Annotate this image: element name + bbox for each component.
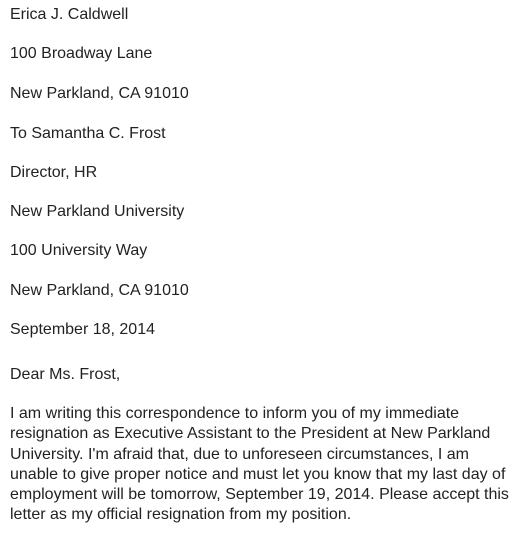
body-line: resignation as Executive Assistant to the President at New Parkland	[10, 425, 491, 443]
recipient-address: 100 University Way	[10, 242, 148, 259]
body-line: unable to give proper notice and must let you know that my last day of	[10, 465, 506, 483]
recipient-city: New Parkland, CA 91010	[10, 282, 189, 299]
body-line: employment will be tomorrow, September 19, 2014. Please accept this	[10, 486, 509, 504]
salutation: Dear Ms. Frost,	[10, 366, 121, 383]
body-line: letter as my official resignation from my position.	[10, 506, 352, 524]
body-line: University. I'm afraid that, due to unforeseen circumstances, I am	[10, 445, 469, 463]
letter-date: September 18, 2014	[10, 321, 155, 338]
body-paragraph	[10, 404, 515, 526]
sender-city: New Parkland, CA 91010	[10, 85, 189, 102]
sender-address: 100 Broadway Lane	[10, 45, 153, 62]
recipient-organization: New Parkland University	[10, 203, 185, 220]
sender-name: Erica J. Caldwell	[10, 6, 129, 23]
body-line: I am writing this correspondence to inform you of my immediate	[10, 405, 460, 422]
recipient-to-line: To Samantha C. Frost	[10, 125, 166, 142]
recipient-title: Director, HR	[10, 164, 98, 181]
